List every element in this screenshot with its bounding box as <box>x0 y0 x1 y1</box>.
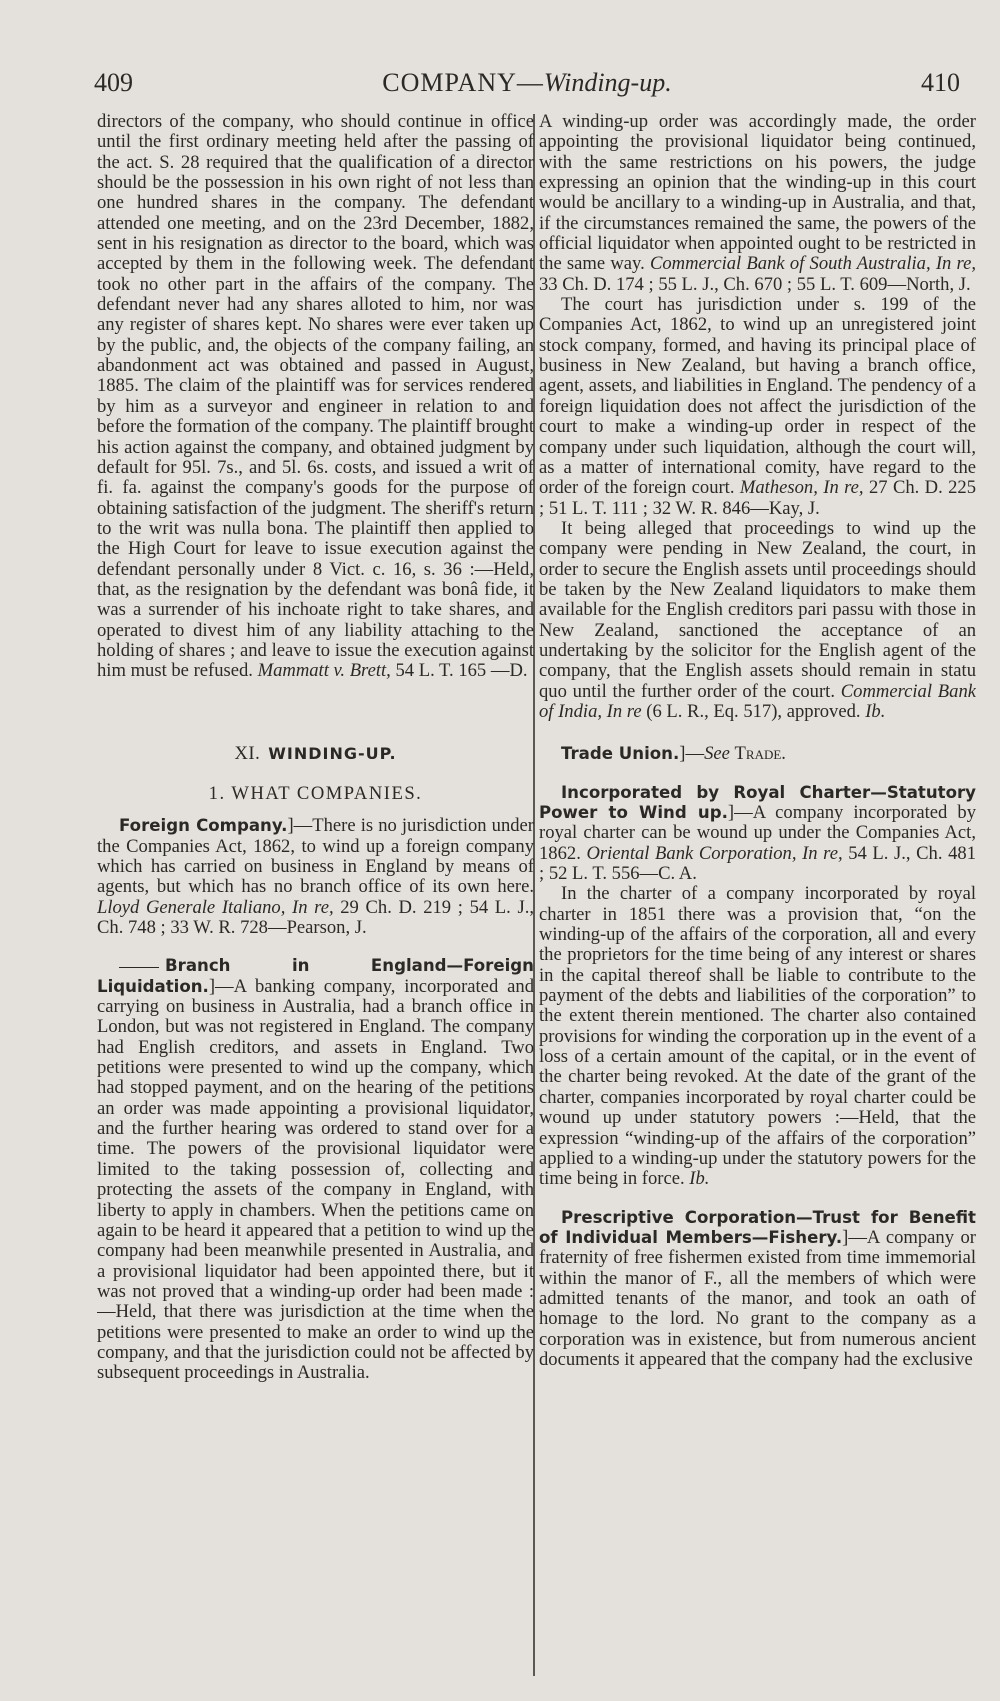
page-number-left: 409 <box>94 68 133 97</box>
paragraph-heading: Branch in England—Foreign Liquidation. <box>97 956 534 996</box>
case-citation: Lloyd Generale Italiano, In re, <box>97 896 334 918</box>
citation-reference: 27 Ch. D. 225 ; 51 L. T. 111 ; 32 W. R. 846—Kay, J. <box>539 477 976 519</box>
paragraph-text: ]—There is no jurisdiction under the Companies Act, 1862, to wind up a foreign company which has carried on business in England by means of agents, but which has no branch office of its own here. <box>97 815 534 898</box>
ibid-reference: Ib. <box>865 700 886 722</box>
paragraph-text: ]—A banking company, incorporated and carrying on business in Australia, had a branch office in London, but was not registered in England. The company had English creditors, and assets in England. Two petitions were presented to wind up the company, which had stopped payment, and on the hearing of the petitions an order was made appointing a provisional liquidator, and the further hearing was ordered to stand over for a time. The powers of the provisional liquidator were limited to the taking possession of, collecting and protecting the assets of the company in England, with liberty to apply in chambers. When the petitions came on again to be heard it appeared that a petition to wind up the company had been meanwhile presented in Australia, and a provisional liquidator had been appointed there, but it was not proved that a winding-up order had been made :—Held, that there was jurisdiction at the time when the petitions were presented to make an order to wind up the company, and that the jurisdiction could not be affected by subsequent proceedings in Australia. <box>97 975 534 1384</box>
case-citation: Matheson, In re, <box>739 477 864 499</box>
paragraph <box>97 112 534 682</box>
subsection-heading: 1. WHAT COMPANIES. <box>208 782 423 804</box>
case-citation: Commercial Bank of South Australia, In re, <box>649 253 976 275</box>
citation-reference: 29 Ch. D. 219 ; 54 L. J., Ch. 748 ; 33 W. R. 728—Pearson, J. <box>97 896 534 939</box>
right-column <box>539 112 976 1677</box>
paragraph <box>539 295 976 519</box>
citation-reference: 33 Ch. D. 174 ; 55 L. J., Ch. 670 ; 55 L. T. 609—North, J. <box>539 273 971 295</box>
case-citation: Commercial Bank of India, In re <box>539 680 976 722</box>
left-column <box>97 112 534 1677</box>
paragraph-text: In the charter of a company incorporated by royal charter in 1851 there was a provision that, “on the winding-up of the affairs of the corporation, all and every the proprietors for the time being of any interest or shares in the capital thereof shall be liable to contribute to the payment of the debts and liabilities of the corporation” to the extent therein mentioned. The charter also contained provisions for winding the corporation up in the event of a loss of a certain amount of the capital, or in the event of the charter being revoked. At the date of the grant of the charter, companies incorporated by royal charter could be wound up under statutory powers :—Held, that the expression “winding-up of the affairs of the corporation” applied to a winding-up under the statutory powers for the time being in force. <box>539 883 976 1190</box>
paragraph <box>97 816 534 938</box>
citation-reference: (6 L. R., Eq. 517), approved. <box>646 700 861 722</box>
paragraph-heading: Incorporated by Royal Charter—Statutory Power to Wind up. <box>539 782 976 822</box>
paragraph-text: A winding-up order was accordingly made, the order appointing the provisional liquidator being continued, with the same restrictions on his powers, the judge expressing an opinion that the winding-up in this court would be ancillary to a winding-up in Australia, and that, if the circumstances remained the same, the powers of the official liquidator when appointed ought to be restricted in the same way. <box>539 112 976 275</box>
paragraph-heading: Prescriptive Corporation—Trust for Benefit of Individual Members—Fishery. <box>539 1207 976 1247</box>
case-citation: Mammatt v. Brett, <box>257 660 391 682</box>
see-label: See <box>704 743 730 765</box>
citation-reference: 54 L. J., Ch. 481 ; 52 L. T. 556—C. A. <box>539 842 976 885</box>
page-number-right: 410 <box>921 68 960 97</box>
paragraph <box>97 956 534 1383</box>
paragraph <box>539 884 976 1189</box>
paragraph-text: directors of the company, who should continue in office until the first ordinary meeting held after the passing of the act. S. 28 required that the qualification of a director should be the possession in his own right of not less than one hundred shares in the company. The defendant attended one meeting, and on the 23rd December, 1882, sent in his resignation as director to the board, which was accepted by them in the following week. The defendant took no other part in the affairs of the company. The defendant never had any shares alloted to him, nor was any register of shares kept. No shares were ever taken up by the public, and, the objects of the company failing, an abandonment act was obtained and passed in August, 1885. The claim of the plaintiff was for services rendered by him as a surveyor and engineer in relation to and before the formation of the company. The plaintiff brought his action against the company, and obtained judgment by default for 95l. 7s., and 5l. 6s. costs, and issued a writ of fi. fa. against the company's goods for the purpose of obtaining satisfaction of the judgment. The sheriff's return to the writ was nulla bona. The plaintiff then applied to the High Court for leave to issue execution against the defendant personally under 8 Vict. c. 16, s. 36 :—Held, that, as the resignation by the defendant was bonâ fide, it was a surrender of his inchoate right to take shares, and operated to divest him of any liability attaching to the holding of shares ; and leave to issue the execution against him must be refused. <box>97 112 534 682</box>
ibid-reference: Ib. <box>689 1168 710 1190</box>
paragraph <box>539 519 976 722</box>
paragraph-text: It being alleged that proceedings to wind up the company were pending in New Zealand, the court, in order to secure the English assets until proceedings should be taken by the New Zealand liquidators to make them available for the English creditors pari passu with those in New Zealand, sanctioned the acceptance of an undertaking by the solicitor for the English agent of the company, that the English assets should remain in statu quo until the further order of the court. <box>539 517 976 702</box>
paragraph-text: ]—A company or fraternity of free fishermen existed from time immemorial within the manor of F., all the members of which were admitted tenants of the manor, and took an oath of homage to the lord. No grant to the company as a corporation was in existence, but from numerous ancient documents it appeared that the company had the exclusive <box>539 1226 976 1370</box>
running-title-main: COMPANY— <box>382 68 544 97</box>
paragraph-heading: Foreign Company. <box>119 816 288 836</box>
section-number: XI. <box>234 742 261 764</box>
running-title-italic: Winding-up. <box>543 68 672 97</box>
paragraph-heading: Trade Union. <box>561 744 680 764</box>
paragraph <box>539 1208 976 1371</box>
citation-reference: 54 L. T. 165 —D. <box>395 660 528 682</box>
see-target: Trade. <box>734 743 786 765</box>
cross-reference <box>539 744 976 764</box>
separator: ]— <box>679 743 705 765</box>
running-header <box>94 68 960 108</box>
paragraph <box>539 783 976 885</box>
case-citation: Oriental Bank Corporation, In re, <box>586 842 843 864</box>
section-title: WINDING-UP. <box>268 743 397 763</box>
paragraph <box>539 112 976 295</box>
paragraph-text: The court has jurisdiction under s. 199 of the Companies Act, 1862, to wind up an unregistered joint stock company, formed, and having its principal place of business in New Zealand, but having a branch office, agent, assets, and liabilities in England. The pendency of a foreign liquidation does not affect the jurisdiction of the court to make a winding-up order in respect of the company under such liquidation, although the court will, as a matter of international comity, have regard to the order of the foreign court. <box>539 294 976 499</box>
ditto-dash <box>119 967 159 968</box>
paragraph-text: ]—A company incorporated by royal charter can be wound up under the Companies Act, 1862. <box>539 802 976 864</box>
running-title <box>94 68 960 98</box>
section-heading <box>97 744 534 764</box>
